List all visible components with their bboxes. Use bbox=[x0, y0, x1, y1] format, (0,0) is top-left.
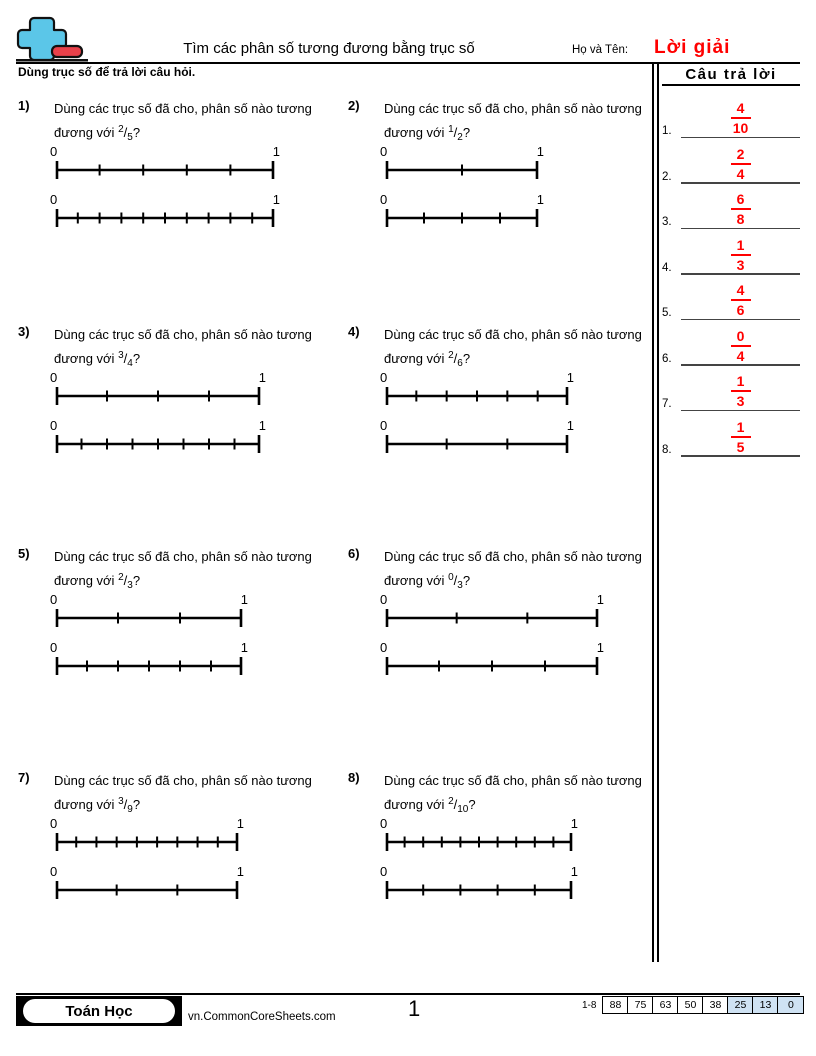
question-number: 4) bbox=[348, 324, 360, 339]
number-line-label-start: 0 bbox=[50, 370, 58, 385]
answer-writing-line[interactable] bbox=[681, 364, 800, 366]
question-text bbox=[54, 770, 328, 820]
answer-fraction-bar bbox=[731, 345, 751, 347]
number-line-1[interactable] bbox=[380, 144, 544, 180]
answer-numerator: 6 bbox=[736, 191, 745, 208]
number-line-labels bbox=[50, 816, 244, 832]
answer-writing-line[interactable] bbox=[681, 455, 800, 457]
question-denominator: 3 bbox=[127, 580, 133, 591]
number-line-labels bbox=[50, 418, 266, 434]
number-line-labels bbox=[380, 144, 544, 160]
number-line-axis bbox=[384, 608, 600, 628]
name-value: Lời giải bbox=[654, 37, 731, 58]
question-numerator: 0 bbox=[448, 572, 454, 583]
answer-index: 6. bbox=[662, 352, 672, 365]
number-line-axis bbox=[54, 208, 276, 228]
answer-fraction-bar bbox=[731, 299, 751, 301]
answer-panel-heading: Câu trả lời bbox=[662, 66, 800, 86]
number-line-label-end: 1 bbox=[570, 816, 578, 831]
answer-denominator: 3 bbox=[736, 393, 745, 409]
answer-panel-divider-inner bbox=[657, 62, 659, 962]
number-line-label-end: 1 bbox=[258, 418, 266, 433]
score-scale-cell: 25 bbox=[728, 997, 753, 1013]
question-denominator: 5 bbox=[127, 132, 133, 143]
number-line-label-start: 0 bbox=[380, 370, 388, 385]
number-line-label-end: 1 bbox=[236, 816, 244, 831]
number-line-2[interactable] bbox=[380, 640, 604, 676]
number-line-2[interactable] bbox=[380, 864, 578, 900]
answer-writing-line[interactable] bbox=[681, 228, 800, 230]
answer-denominator: 5 bbox=[736, 438, 745, 455]
answer-writing-line[interactable] bbox=[681, 319, 800, 321]
answer-fraction bbox=[681, 420, 800, 454]
question-text bbox=[384, 98, 658, 148]
number-line-label-start: 0 bbox=[380, 864, 388, 879]
number-line-1[interactable] bbox=[380, 370, 574, 406]
question-text bbox=[54, 98, 328, 148]
answer-index: 5. bbox=[662, 307, 672, 319]
question-suffix: ? bbox=[132, 573, 141, 588]
number-line-labels bbox=[380, 640, 604, 656]
plus-minus-logo-icon bbox=[16, 14, 88, 62]
answer-index: 4. bbox=[662, 261, 672, 274]
fraction-slash: / bbox=[453, 351, 458, 366]
answer-numerator: 4 bbox=[736, 282, 745, 299]
number-line-axis bbox=[54, 832, 240, 852]
number-line-label-end: 1 bbox=[236, 864, 244, 879]
question-prompt: Dùng các trục số đã cho, phân số nào tương đương với bbox=[54, 101, 312, 140]
number-line-labels bbox=[380, 864, 578, 880]
number-line-label-start: 0 bbox=[50, 816, 58, 831]
answer-fraction-bar bbox=[731, 208, 751, 210]
number-line-1[interactable] bbox=[380, 592, 604, 628]
question-prompt: Dùng các trục số đã cho, phân số nào tương đương với bbox=[384, 549, 642, 588]
score-scale-cell: 88 bbox=[603, 997, 628, 1013]
brand-badge bbox=[16, 996, 182, 1026]
number-line-labels bbox=[50, 864, 244, 880]
number-line-label-start: 0 bbox=[380, 418, 388, 433]
answer-row bbox=[662, 185, 800, 229]
answer-fraction bbox=[681, 374, 800, 408]
number-line-2[interactable] bbox=[50, 192, 280, 228]
page-number: 1 bbox=[408, 996, 421, 1021]
page-title: Tìm các phân số tương đương bằng trục số bbox=[183, 40, 475, 57]
answer-fraction bbox=[681, 101, 800, 135]
answer-fraction bbox=[681, 283, 800, 317]
fraction-slash: / bbox=[453, 797, 458, 812]
number-line-labels bbox=[50, 192, 280, 208]
number-line-label-start: 0 bbox=[380, 144, 388, 159]
number-line-label-start: 0 bbox=[50, 640, 58, 655]
answer-denominator: 4 bbox=[736, 347, 745, 364]
answer-fraction-bar bbox=[731, 390, 751, 392]
question-number: 7) bbox=[18, 770, 30, 785]
answer-index: 3. bbox=[662, 216, 672, 228]
number-line-label-start: 0 bbox=[50, 192, 58, 207]
number-line-axis bbox=[384, 160, 540, 180]
answer-row bbox=[662, 276, 800, 320]
number-line-axis bbox=[54, 160, 276, 180]
answer-fraction bbox=[681, 192, 800, 226]
question-suffix: ? bbox=[132, 125, 141, 140]
question-suffix: ? bbox=[132, 351, 141, 366]
score-scale bbox=[582, 996, 804, 1014]
number-line-1[interactable] bbox=[50, 816, 244, 852]
fraction-slash: / bbox=[453, 573, 458, 588]
number-line-label-end: 1 bbox=[566, 418, 574, 433]
number-line-labels bbox=[50, 370, 266, 386]
question-numerator: 3 bbox=[118, 796, 124, 807]
answer-denominator: 4 bbox=[736, 165, 745, 182]
number-line-labels bbox=[380, 370, 574, 386]
number-line-axis bbox=[54, 656, 244, 676]
answer-fraction bbox=[681, 238, 800, 272]
question-suffix: ? bbox=[462, 125, 471, 140]
footer-divider bbox=[16, 993, 800, 995]
number-line-1[interactable] bbox=[380, 816, 578, 852]
score-scale-cells bbox=[602, 996, 804, 1014]
number-line-axis bbox=[384, 434, 570, 454]
question-suffix: ? bbox=[132, 797, 141, 812]
number-line-labels bbox=[380, 816, 578, 832]
answer-row bbox=[662, 413, 800, 457]
answer-numerator: 1 bbox=[736, 236, 745, 253]
answer-writing-line[interactable] bbox=[681, 137, 800, 139]
number-line-label-start: 0 bbox=[380, 816, 388, 831]
number-line-label-end: 1 bbox=[536, 192, 544, 207]
question-suffix: ? bbox=[462, 351, 471, 366]
answer-fraction-bar bbox=[731, 163, 751, 165]
question-denominator: 3 bbox=[457, 580, 463, 591]
number-line-label-end: 1 bbox=[240, 640, 248, 655]
number-line-axis bbox=[384, 832, 574, 852]
question-denominator: 10 bbox=[457, 804, 469, 815]
score-scale-cell: 50 bbox=[678, 997, 703, 1013]
number-line-label-start: 0 bbox=[50, 144, 58, 159]
answer-index: 7. bbox=[662, 398, 672, 410]
question-prompt: Dùng các trục số đã cho, phân số nào tương đương với bbox=[54, 327, 312, 366]
question-number: 3) bbox=[18, 324, 30, 339]
score-scale-cell: 75 bbox=[628, 997, 653, 1013]
number-line-label-end: 1 bbox=[240, 592, 248, 607]
question-number: 5) bbox=[18, 546, 30, 561]
question-numerator: 3 bbox=[118, 350, 124, 361]
answer-writing-line[interactable] bbox=[681, 182, 800, 184]
brand-name: Toán Học bbox=[23, 999, 175, 1023]
fraction-slash: / bbox=[123, 125, 128, 140]
answer-row bbox=[662, 367, 800, 411]
answer-fraction bbox=[681, 329, 800, 363]
question-denominator: 9 bbox=[127, 804, 133, 815]
question-numerator: 2 bbox=[118, 572, 124, 583]
answer-fraction-bar bbox=[731, 117, 751, 119]
number-line-labels bbox=[380, 192, 544, 208]
question-prompt: Dùng các trục số đã cho, phân số nào tương đương với bbox=[54, 773, 312, 812]
answer-denominator: 8 bbox=[736, 211, 745, 227]
answer-denominator: 10 bbox=[732, 120, 749, 136]
number-line-label-start: 0 bbox=[50, 864, 58, 879]
question-denominator: 4 bbox=[127, 358, 133, 369]
question-number: 2) bbox=[348, 98, 360, 113]
question-numerator: 2 bbox=[118, 124, 124, 135]
name-label: Họ và Tên: bbox=[572, 44, 629, 56]
question-text bbox=[384, 546, 658, 596]
question-suffix: ? bbox=[462, 573, 471, 588]
number-line-2[interactable] bbox=[380, 192, 544, 228]
answer-row bbox=[662, 94, 800, 138]
question-number: 6) bbox=[348, 546, 360, 561]
answer-row bbox=[662, 140, 800, 184]
question-numerator: 2 bbox=[448, 796, 454, 807]
number-line-axis bbox=[54, 386, 262, 406]
question-numerator: 1 bbox=[448, 124, 454, 135]
question-prompt: Dùng các trục số đã cho, phân số nào tương đương với bbox=[384, 327, 642, 366]
instructions-text: Dùng trục số để trả lời câu hỏi. bbox=[18, 65, 196, 79]
score-scale-cell: 0 bbox=[778, 997, 803, 1013]
answer-index: 2. bbox=[662, 170, 672, 183]
number-line-label-start: 0 bbox=[50, 418, 58, 433]
answer-fraction bbox=[681, 147, 800, 181]
question-prompt: Dùng các trục số đã cho, phân số nào tương đương với bbox=[384, 101, 642, 140]
number-line-2[interactable] bbox=[50, 640, 248, 676]
fraction-slash: / bbox=[123, 573, 128, 588]
number-line-1[interactable] bbox=[50, 370, 266, 406]
number-line-label-end: 1 bbox=[596, 592, 604, 607]
answer-fraction-bar bbox=[731, 254, 751, 256]
answer-numerator: 4 bbox=[736, 100, 745, 117]
header-divider bbox=[16, 62, 800, 64]
number-line-1[interactable] bbox=[50, 144, 280, 180]
question-text bbox=[384, 770, 658, 820]
site-url: vn.CommonCoreSheets.com bbox=[188, 1011, 336, 1023]
number-line-label-end: 1 bbox=[258, 370, 266, 385]
fraction-slash: / bbox=[453, 125, 458, 140]
page-header bbox=[16, 14, 800, 62]
answer-denominator: 3 bbox=[736, 256, 745, 273]
answer-panel-divider-outer bbox=[652, 62, 654, 962]
number-line-axis bbox=[384, 208, 540, 228]
number-line-axis bbox=[384, 386, 570, 406]
question-prompt: Dùng các trục số đã cho, phân số nào tương đương với bbox=[384, 773, 642, 812]
question-number: 8) bbox=[348, 770, 360, 785]
answer-numerator: 0 bbox=[736, 327, 745, 344]
number-line-label-end: 1 bbox=[570, 864, 578, 879]
answer-writing-line[interactable] bbox=[681, 273, 800, 275]
question-text bbox=[54, 546, 328, 596]
number-line-1[interactable] bbox=[50, 592, 248, 628]
answer-numerator: 1 bbox=[736, 418, 745, 435]
number-line-labels bbox=[380, 418, 574, 434]
score-scale-label: 1-8 bbox=[582, 999, 597, 1011]
question-denominator: 6 bbox=[457, 358, 463, 369]
answer-row bbox=[662, 322, 800, 366]
question-number: 1) bbox=[18, 98, 30, 113]
answer-fraction-bar bbox=[731, 436, 751, 438]
score-scale-cell: 13 bbox=[753, 997, 778, 1013]
number-line-label-start: 0 bbox=[380, 640, 388, 655]
number-line-axis bbox=[54, 880, 240, 900]
number-line-label-end: 1 bbox=[272, 144, 280, 159]
number-line-2[interactable] bbox=[50, 418, 266, 454]
number-line-labels bbox=[50, 640, 248, 656]
number-line-label-start: 0 bbox=[380, 192, 388, 207]
answer-row bbox=[662, 231, 800, 275]
question-numerator: 2 bbox=[448, 350, 454, 361]
number-line-label-start: 0 bbox=[380, 592, 388, 607]
number-line-labels bbox=[380, 592, 604, 608]
question-denominator: 2 bbox=[457, 132, 463, 143]
number-line-label-start: 0 bbox=[50, 592, 58, 607]
fraction-slash: / bbox=[123, 797, 128, 812]
number-line-labels bbox=[50, 144, 280, 160]
answer-numerator: 1 bbox=[736, 373, 745, 390]
fraction-slash: / bbox=[123, 351, 128, 366]
number-line-axis bbox=[54, 608, 244, 628]
number-line-label-end: 1 bbox=[596, 640, 604, 655]
answer-numerator: 2 bbox=[736, 145, 745, 162]
number-line-labels bbox=[50, 592, 248, 608]
question-prompt: Dùng các trục số đã cho, phân số nào tương đương với bbox=[54, 549, 312, 588]
number-line-label-end: 1 bbox=[272, 192, 280, 207]
answer-denominator: 6 bbox=[736, 302, 745, 318]
question-text bbox=[384, 324, 658, 374]
score-scale-cell: 63 bbox=[653, 997, 678, 1013]
number-line-label-end: 1 bbox=[536, 144, 544, 159]
number-line-2[interactable] bbox=[380, 418, 574, 454]
number-line-axis bbox=[54, 434, 262, 454]
answer-index: 8. bbox=[662, 443, 672, 456]
score-scale-cell: 38 bbox=[703, 997, 728, 1013]
number-line-label-end: 1 bbox=[566, 370, 574, 385]
number-line-axis bbox=[384, 880, 574, 900]
number-line-2[interactable] bbox=[50, 864, 244, 900]
number-line-axis bbox=[384, 656, 600, 676]
answer-writing-line[interactable] bbox=[681, 410, 800, 412]
answer-index: 1. bbox=[662, 125, 672, 137]
question-text bbox=[54, 324, 328, 374]
question-suffix: ? bbox=[468, 797, 476, 812]
